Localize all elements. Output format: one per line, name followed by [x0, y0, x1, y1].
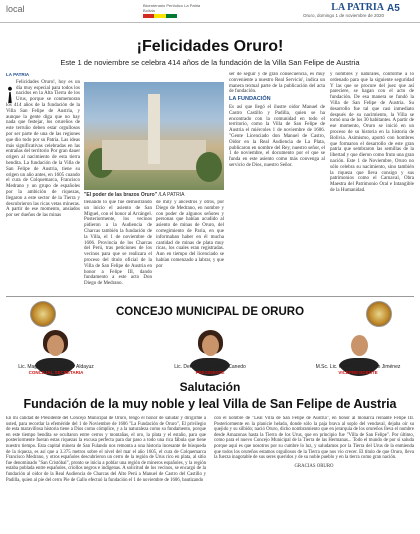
article-column-1: [6, 72, 80, 292]
portrait-face: [47, 335, 64, 356]
tower-shape: [148, 94, 160, 164]
member-name-secretary: Lic. Magda G. Suaznabar Aldayuz: [18, 364, 94, 370]
cathedral-photo: [84, 82, 224, 190]
salute-body-left: [6, 416, 206, 530]
portrait-face: [351, 335, 368, 356]
member-role-vicepresident: VICEPRESIDENTE: [338, 370, 378, 375]
salute-text-left: En mi calidad de Presidente del Concejo Municipal de Oruro, tengo el honor de saludar y dirigirme a usted, para recordar la efeméride del 1 de Noviembre de 1606 "La Fundación de Oruro", El privilegio de esta maravillosa historia tiene a Dios como cómplice, y a la naturaleza como su fundamento, porque en este tiempo bendita se ocultaron entre cerros y montañas, el oro, la plata y el estaño, para que posteriormente fueran estas riquezas la excusa perfecta para dar paso a todo una rica fábula que tiene nuestro tiempo. Esta capital minera de San Fulando nos remonta a una historia incesante de búsqueda de la riqueza, es así que a 3.375 metros sobre el nivel del mar el año 1605, el cura de Colquemarca Francisco Medrano, y otros españoles descubrieron un cerro de la región de Urus rico en plata, al sitio fue denominado "San Cristóbal", pronto se inicia a poblar una región de mineros españoles, y la región estaba poblada entre españoles, criollos negros e indígenas. A solicitud de los vecinos, se encargó de la fundación al oidor de la Real Audiencia de Charcas del Alto Perú a Manuel de Castro del Castillo y Padilla, quien al pie del cerro Pie de Gallo efectuó la fundación el 1 de noviembre de 1606, bautizando: [6, 416, 206, 483]
article-column-2: [84, 200, 152, 292]
member-name-president: Lic. Denisse Jane Villca Canedo: [174, 364, 246, 370]
newspaper-brand: LA PATRIA: [331, 2, 384, 13]
salute-text-right: con el nombre de "Leal Villa de San Felipe de Austria", en honor al monarca reinante Felipe III. Posteriormente en la planicie helada, donde sólo la paja brava al soplo del vendaval, dejaba oír su quejido y su silbido; nació Oruro, dicho nombramiento que en jerarquía de los orureños lleva el nombre desde Amazonas hasta la Tierra de los Urus, que en principio fue "Villa de San Felipe". Por último, como para el nuevo Concejo Municipal de la Tierra de las Hermanas... Todo el mundo de por sí saluda porque aquí es que nosotros por su cumbre lo luz, y saludamos por la Tierra del Urus de la enmienda que todos los orureños estamos orgullosos de la Tierra que nos vio crecer. El título de que Oruro, lleva la fuerza inagotable de sus seres queridos y de su noble pueblo y en la tierra como gran nación.: [214, 416, 414, 461]
article-subtitle: Este 1 de noviembre se celebra 414 años de la fundación de la Villa San Felipe de Austria: [60, 58, 360, 67]
section-label: local: [6, 4, 25, 14]
column-5-text: y nombres y naturales, conforme a lo ordenado para que la siguiente seguridad Y las que se procure del juez que así pareciere, se hagan con el acto de fundación. De esa manera se fundó la Villa de San Felipe de Austria. Su desarrollo fue tal que casi inmediato después de su nacimiento, la Villa se tornó una de los 30 habitantes. A partir de ese momento, Oruro se inició en un proceso de su historia en la historia de Bolivia. Asimismo, aportó con hombres que formaron el desarrollo de este gran patria que sembraron las semillas de la libertad y que dieron como fruto una gran nación. Este 1 de Noviembre, Oruro no sólo celebra su nacimiento, sino también la riqueza que lleva consigo y sus patrimonios como el Carnaval, Obra Maestra del Patrimonio Oral e Intangible de la Humanidad.: [330, 72, 414, 193]
municipal-seal-icon: [366, 301, 392, 327]
article-column-5: [330, 72, 414, 292]
page-header: [0, 0, 420, 23]
page-number: A5: [387, 3, 400, 14]
photo-caption-title: "El poder de las brazos Oruro": [84, 192, 158, 198]
photo-caption: [84, 192, 224, 198]
article-kicker: LA PATRIA: [6, 72, 30, 77]
article-column-3: [156, 200, 224, 292]
article-title: ¡Felicidades Oruro!: [136, 38, 284, 55]
column-4-text-a: ser de seguir y de gran consecuencia, es muy conveniente a nuestro Real Servicio', indica un manera textual parte de la publicación del acta de fundación.: [229, 72, 325, 95]
flag-stripe-yellow: [154, 14, 165, 18]
member-name-vicepresident: M.Sc. Lic. Mario Henry Rojas Jiménez: [315, 364, 401, 370]
flag-stripe-red: [143, 14, 154, 18]
flag-stripe-green: [166, 14, 177, 18]
salute-signoff: GRACIAS ORURO: [294, 463, 334, 469]
column-2-text: llenando lo que fue demostrando un inicio el asiento de San Miguel, con el honor al Arcángel. Posteriormente, los vecinos pidieron a la Audiencia de Charcas también la fundación de la Villa, el 1 de noviembre de 1606. Provincia de los Charcas del Perú, tras peticiones de los vecinos para que se realizara el proceso del título oficial de la Villa de San Felipe de Austria en honor a Felipe III, dando fundamento a este acto Don Diego de Medrano.: [84, 200, 152, 287]
portrait-face: [202, 335, 219, 356]
bolivia-flag-icon: [143, 14, 177, 18]
salute-body-right: [214, 416, 414, 530]
salute-heading: Salutación: [179, 380, 241, 394]
column-4-text-b: Es así que llegó el ilustre oidor Manuel de Castro Castillo y Padilla, quien se ha encontrado con la comunidad en todo el territorio, como la Villa de San Felipe de Austria el miércoles 1 de noviembre de 1606. "Gente Licenciado don Manuel de Castro, Oidor en la Real Audiencia de La Plata, publicaron en nombre del Rey, nuestro señor, el 1 de noviembre, el documento por el que se funda en este asiento como más convenga al servicio de Dios, nuestro Señor.: [229, 104, 325, 168]
section-subhead: LA FUNDACIÓN: [229, 96, 271, 103]
council-title: CONCEJO MUNICIPAL DE ORURO: [115, 306, 305, 318]
badge-text: Bicentenario Periódico La Patria Bolivia: [143, 3, 201, 13]
bicentennial-badge: [143, 3, 213, 18]
photo-caption-credit: /LA PATRIA: [158, 192, 185, 198]
column-3-text: de mily y ancestros y otros, por Diego de Medrano, en nombre y con poder de algunos señores y personas que habían acudido al asiento de minas de Oruro, del corregimiento de Paria, en que informaban haber en él mucha cantidad de minas de plata muy ricas, los cuales eran registradas. Aun en tiempo del licenciado se habían comenzado a labrar, y que por: [156, 200, 224, 269]
salute-headline: Fundación de la muy noble y leal Villa de San Felipe de Austria: [23, 397, 397, 411]
member-role-president: PRESIDENTE: [195, 370, 225, 375]
tree-shape: [196, 152, 222, 182]
drop-cap: ¡: [6, 77, 14, 104]
section-divider: [6, 296, 414, 297]
member-role-secretary: CONCEJAL SECRETARIA: [28, 370, 84, 375]
article-column-4: [229, 72, 325, 292]
column-1-text: Felicidades Oruro!, hoy es un día muy especial para todos los nacidos en la Alta Tierra de los Urus, porque se conmemoran los 414 años de la fundación de la Villa San Felipe de Austria, y aunque la gente diga que no hay nada que festejar, los orureños de este terruño deben estar orgullosos por ser parte de una de las regiones que dio todo por su Patria. Las ideas más significativas celebradas en las entrañas del territorio Por gran dauer origen al nacimiento de esta tierra bendita. La fundación de la Villa de San Felipe de Austria, tiene su origen un año antes, en 1605 cuando el cura de Colquemarca, Francisco Medrano y un grupo de españoles por la ambición de riquezas, llegaron a este sector de la Tierra y descubrieron las ricas vetas mineras. A partir de ese momento, ansiados por ser dueños de las minas: [6, 79, 80, 219]
issue-date: Oruro, domingo 1 de noviembre de 2020: [302, 13, 384, 18]
